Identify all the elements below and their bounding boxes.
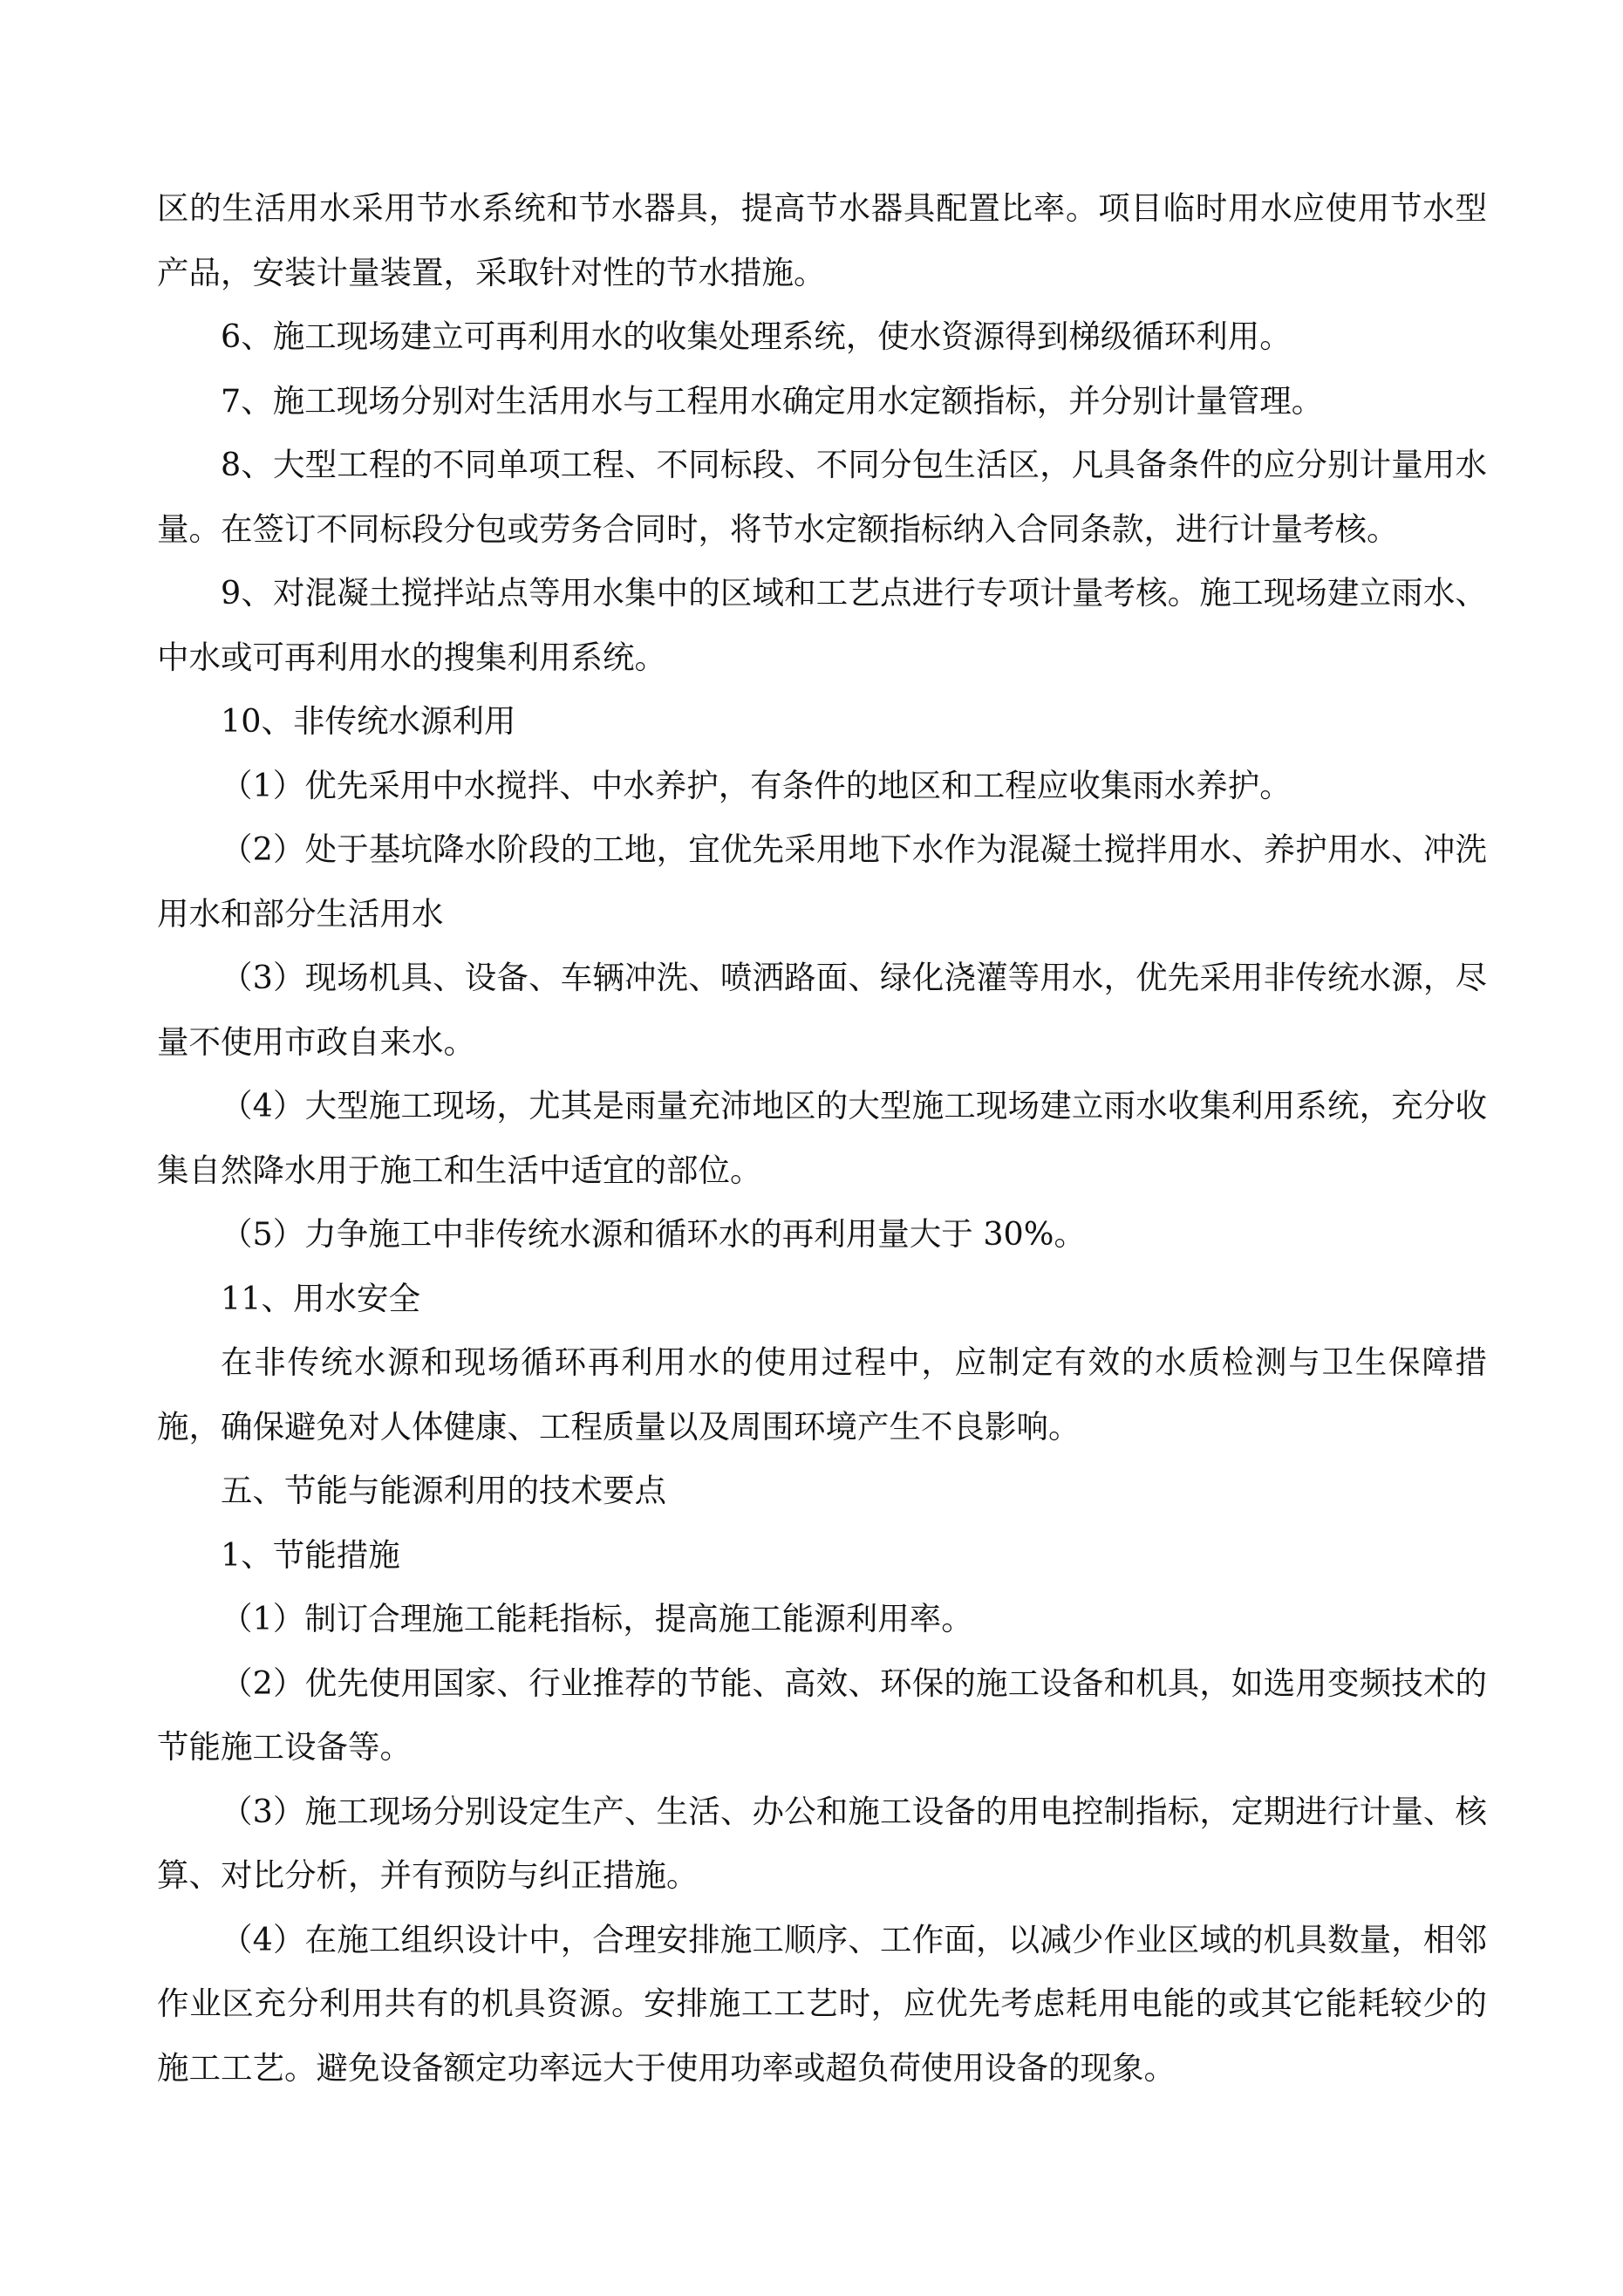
paragraph: 9、对混凝土搅拌站点等用水集中的区域和工艺点进行专项计量考核。施工现场建立雨水、中水或可再利用水的搜集利用系统。: [157, 574, 1487, 676]
list-item: （4）大型施工现场，尤其是雨量充沛地区的大型施工现场建立雨水收集利用系统，充分收集自然降水用于施工和生活中适宜的部位。: [157, 1087, 1487, 1189]
list-item: （4）在施工组织设计中，合理安排施工顺序、工作面，以减少作业区域的机具数量，相邻作业区充分利用共有的机具资源。安排施工工艺时，应优先考虑耗用电能的或其它能耗较少的施工工艺。避免设备额定功率远大于使用功率或超负荷使用设备的现象。: [157, 1920, 1487, 2087]
document-body: [157, 176, 1487, 2100]
paragraph: 区的生活用水采用节水系统和节水器具，提高节水器具配置比率。项目临时用水应使用节水型产品，安装计量装置，采取针对性的节水措施。: [157, 189, 1487, 291]
list-item: （3）现场机具、设备、车辆冲洗、喷洒路面、绿化浇灌等用水，优先采用非传统水源，尽量不使用市政自来水。: [157, 959, 1487, 1061]
paragraph: 在非传统水源和现场循环再利用水的使用过程中，应制定有效的水质检测与卫生保障措施，确保避免对人体健康、工程质量以及周围环境产生不良影响。: [157, 1343, 1487, 1445]
paragraph: 8、大型工程的不同单项工程、不同标段、不同分包生活区，凡具备条件的应分别计量用水量。在签订不同标段分包或劳务合同时，将节水定额指标纳入合同条款，进行计量考核。: [157, 446, 1487, 548]
section-heading: 11、用水安全: [221, 1279, 420, 1317]
list-item: （2）处于基坑降水阶段的工地，宜优先采用地下水作为混凝土搅拌用水、养护用水、冲洗用水和部分生活用水: [157, 830, 1487, 933]
list-item: （1）优先采用中水搅拌、中水养护，有条件的地区和工程应收集雨水养护。: [221, 766, 1292, 804]
section-heading: 1、节能措施: [221, 1535, 400, 1574]
section-heading: 10、非传统水源利用: [221, 702, 516, 740]
paragraph: 7、施工现场分别对生活用水与工程用水确定用水定额指标，并分别计量管理。: [221, 381, 1324, 420]
list-item: （1）制订合理施工能耗指标，提高施工能源利用率。: [221, 1600, 973, 1637]
list-item: （3）施工现场分别设定生产、生活、办公和施工设备的用电控制指标，定期进行计量、核算、对比分析，并有预防与纠正措施。: [157, 1792, 1487, 1894]
list-item: （2）优先使用国家、行业推荐的节能、高效、环保的施工设备和机具，如选用变频技术的节能施工设备等。: [157, 1664, 1487, 1766]
paragraph: 6、施工现场建立可再利用水的收集处理系统，使水资源得到梯级循环利用。: [221, 318, 1292, 355]
list-item: （5）力争施工中非传统水源和循环水的再利用量大于 30%。: [221, 1215, 1086, 1253]
chapter-heading: 五、节能与能源利用的技术要点: [221, 1472, 666, 1509]
